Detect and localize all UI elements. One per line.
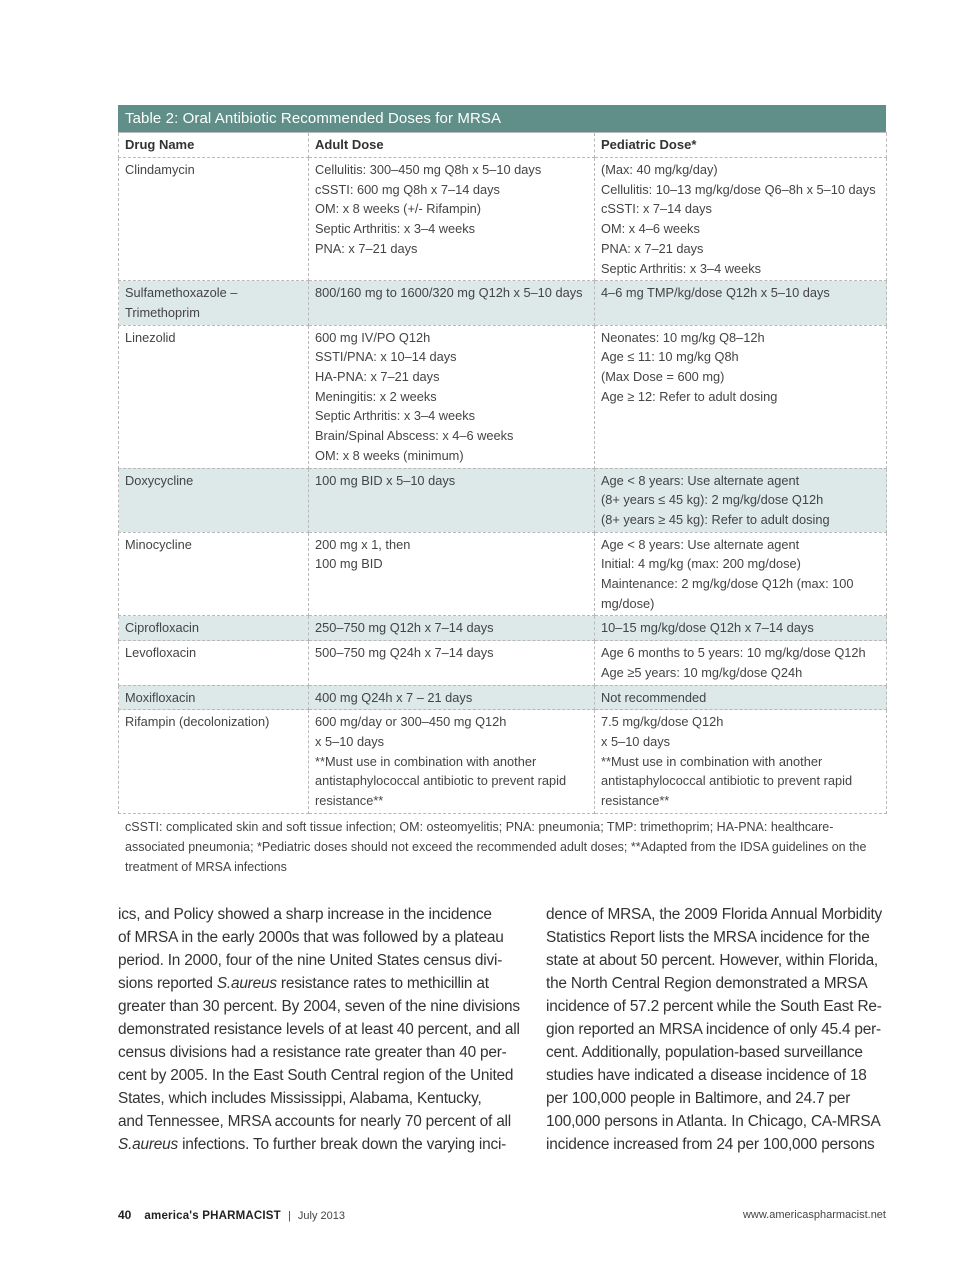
issue-date: July 2013 [297,1210,345,1222]
cell-line: 10–15 mg/kg/dose Q12h x 7–14 days [601,620,814,636]
cell-line: 600 mg IV/PO Q12h [315,329,431,345]
header-pediatric-dose: Pediatric Dose* [595,133,887,158]
cell-line: Moxifloxacin [125,689,196,705]
cell-line: 400 mg Q24h x 7 – 21 days [315,689,473,705]
body-text-line: Statistics Report lists the MRSA incidence for the [546,929,870,946]
cell-line: resistance** [601,793,670,809]
cell-line: x 5–10 days [601,733,671,749]
body-text-line: gion reported an MRSA incidence of only 45.4 per- [546,1021,881,1038]
body-text-line: States, which includes Mississippi, Alabama, Kentucky, [118,1090,482,1107]
cell-line: Age ≥5 years: 10 mg/kg/dose Q24h [601,664,803,680]
cell-line: OM: x 8 weeks (+/- Rifampin) [315,201,482,217]
body-text-line: period. In 2000, four of the nine United States census divi- [118,952,503,969]
page-footer [118,1208,886,1228]
body-column-right [546,903,954,1156]
cell-line: (8+ years ≥ 45 kg): Refer to adult dosing [601,511,830,527]
body-text-line: census divisions had a resistance rate greater than 40 per- [118,1044,507,1061]
body-text-line: cent. Additionally, population-based surveillance [546,1044,863,1061]
pediatric-dose-cell [595,710,887,814]
body-text-line: the North Central Region demonstrated a MRSA [546,975,868,992]
cell-line: Not recommended [601,689,707,705]
cell-line: Meningitis: x 2 weeks [315,388,437,404]
cell-line: x 5–10 days [315,733,385,749]
cell-line: 100 mg BID [315,556,383,572]
cell-line: 100 mg BID x 5–10 days [315,472,456,488]
website-link[interactable]: www.americaspharmacist.net [742,1209,886,1221]
body-text-line: cent by 2005. In the East South Central region of the United [118,1067,514,1084]
cell-line: Minocycline [125,536,192,552]
header-adult-dose: Adult Dose [309,133,595,158]
body-text-fragment: sions reported [118,975,217,992]
cell-line: mg/dose) [601,595,655,611]
cell-line: Age ≥ 12: Refer to adult dosing [601,388,778,404]
body-text-line [118,972,526,995]
cell-line: Maintenance: 2 mg/kg/dose Q12h (max: 100 [601,576,854,592]
body-text-line: of MRSA in the early 2000s that was followed by a plateau [118,929,504,946]
cell-line: 4–6 mg TMP/kg/dose Q12h x 5–10 days [601,285,830,301]
table-header-row [119,133,887,158]
cell-line: Brain/Spinal Abscess: x 4–6 weeks [315,428,514,444]
table-row [119,616,887,641]
cell-line: 7.5 mg/kg/dose Q12h [601,714,724,730]
body-text-fragment: resistance rates to methicillin at [276,975,489,992]
page-number: 40 [118,1208,132,1222]
cell-line: 250–750 mg Q12h x 7–14 days [315,620,494,636]
drug-name-cell [119,710,309,814]
adult-dose-cell [309,468,595,532]
species-name: S.aureus [118,1136,179,1153]
cell-line: Septic Arthritis: x 3–4 weeks [315,221,476,237]
cell-line: Initial: 4 mg/kg (max: 200 mg/dose) [601,556,801,572]
cell-line: Septic Arthritis: x 3–4 weeks [315,408,476,424]
pediatric-dose-cell [595,158,887,281]
dose-table-block [118,105,886,877]
body-text-line: greater than 30 percent. By 2004, seven of the nine divisions [118,998,520,1015]
adult-dose-cell [309,281,595,325]
cell-line: Clindamycin [125,162,195,177]
drug-name-cell [119,616,309,641]
cell-line: Linezolid [125,329,176,345]
header-drug-name: Drug Name [119,133,309,158]
table-row [119,281,887,325]
table-footnote: cSSTI: complicated skin and soft tissue infection; OM: osteomyelitis; PNA: pneumonia; TMP: trimethoprim; HA-PNA: healthcare-associated pneumonia; *Pediatric doses should not exceed the recommended adult doses; **Adapted from the IDSA guidelines on the treatment of MRSA infections [125,819,867,874]
cell-line: Doxycycline [125,472,194,488]
cell-line: cSSTI: x 7–14 days [601,201,712,217]
pediatric-dose-cell [595,641,887,685]
cell-line: PNA: x 7–21 days [601,240,704,256]
body-text-line: studies have indicated a disease incidence of 18 [546,1067,867,1084]
body-text-fragment: infections. To further break down the varying inci- [178,1136,507,1153]
cell-line: HA-PNA: x 7–21 days [315,369,440,385]
cell-line: resistance** [315,793,384,809]
cell-line: Age < 8 years: Use alternate agent [601,536,800,552]
body-text-line: dence of MRSA, the 2009 Florida Annual Morbidity [546,906,883,923]
drug-name-cell [119,158,309,281]
body-text-line: incidence increased from 24 per 100,000 persons [546,1136,875,1153]
cell-line: (Max Dose = 600 mg) [601,369,725,385]
cell-line: **Must use in combination with another [601,753,823,769]
body-column-left [118,903,526,1156]
table-row [119,685,887,710]
species-name: S.aureus [216,975,277,992]
drug-name-cell [119,685,309,710]
body-text-line: state at about 50 percent. However, within Florida, [546,952,879,969]
table-row [119,468,887,532]
table-title: Table 2: Oral Antibiotic Recommended Doses for MRSA [118,105,886,132]
body-text-line: 100,000 persons in Atlanta. In Chicago, CA-MRSA [546,1113,881,1130]
drug-name-cell [119,532,309,616]
publication-name: america's PHARMACIST [144,1210,281,1222]
table-row [119,325,887,468]
cell-line: cSSTI: 600 mg Q8h x 7–14 days [315,181,500,197]
pediatric-dose-cell [595,532,887,616]
cell-line: Cellulitis: 300–450 mg Q8h x 5–10 days [315,162,542,177]
pediatric-dose-cell [595,468,887,532]
adult-dose-cell [309,685,595,710]
table-row [119,641,887,685]
footer-separator: | [287,1210,291,1222]
cell-line: Rifampin (decolonization) [125,714,270,730]
adult-dose-cell [309,641,595,685]
drug-name-cell [119,641,309,685]
cell-line: 600 mg/day or 300–450 mg Q12h [315,714,507,730]
table-row [119,158,887,281]
body-text-line: per 100,000 people in Baltimore, and 24.7 per [546,1090,851,1107]
pediatric-dose-cell [595,281,887,325]
cell-line: 500–750 mg Q24h x 7–14 days [315,645,494,661]
cell-line: Age < 8 years: Use alternate agent [601,472,800,488]
cell-line: Neonates: 10 mg/kg Q8–12h [601,329,765,345]
cell-line: antistaphylococcal antibiotic to prevent rapid [315,773,567,789]
adult-dose-cell [309,325,595,468]
body-text-line [118,1133,526,1156]
cell-line: Age ≤ 11: 10 mg/kg Q8h [601,349,739,365]
cell-line: Sulfamethoxazole – [125,285,238,301]
cell-line: 800/160 mg to 1600/320 mg Q12h x 5–10 days [315,285,583,301]
pediatric-dose-cell [595,616,887,641]
cell-line: Age 6 months to 5 years: 10 mg/kg/dose Q12h [601,645,866,661]
body-text-line: ics, and Policy showed a sharp increase in the incidence [118,906,492,923]
table-body [119,158,887,814]
pediatric-dose-cell [595,325,887,468]
cell-line: Levofloxacin [125,645,197,661]
body-text-line: and Tennessee, MRSA accounts for nearly 70 percent of all [118,1113,511,1130]
cell-line: 200 mg x 1, then [315,536,411,552]
drug-name-cell [119,468,309,532]
cell-line: (8+ years ≤ 45 kg): 2 mg/kg/dose Q12h [601,492,824,508]
adult-dose-cell [309,616,595,641]
pediatric-dose-cell [595,685,887,710]
adult-dose-cell [309,710,595,814]
cell-line: Trimethoprim [125,304,200,320]
adult-dose-cell [309,532,595,616]
cell-line: (Max: 40 mg/kg/day) [601,162,718,177]
cell-line: Septic Arthritis: x 3–4 weeks [601,260,762,276]
cell-line: PNA: x 7–21 days [315,240,418,256]
cell-line: SSTI/PNA: x 10–14 days [315,349,457,365]
table-row [119,532,887,616]
cell-line: Ciprofloxacin [125,620,199,636]
cell-line: OM: x 4–6 weeks [601,221,700,237]
cell-line: **Must use in combination with another [315,753,537,769]
body-text-line: incidence of 57.2 percent while the South East Re- [546,998,882,1015]
body-text-line: demonstrated resistance levels of at least 40 percent, and all [118,1021,520,1038]
adult-dose-cell [309,158,595,281]
table-row [119,710,887,814]
drug-name-cell [119,281,309,325]
cell-line: antistaphylococcal antibiotic to prevent rapid [601,773,853,789]
drug-name-cell [119,325,309,468]
cell-line: Cellulitis: 10–13 mg/kg/dose Q6–8h x 5–10 days [601,181,876,197]
cell-line: OM: x 8 weeks (minimum) [315,447,464,463]
dose-table [118,132,887,814]
